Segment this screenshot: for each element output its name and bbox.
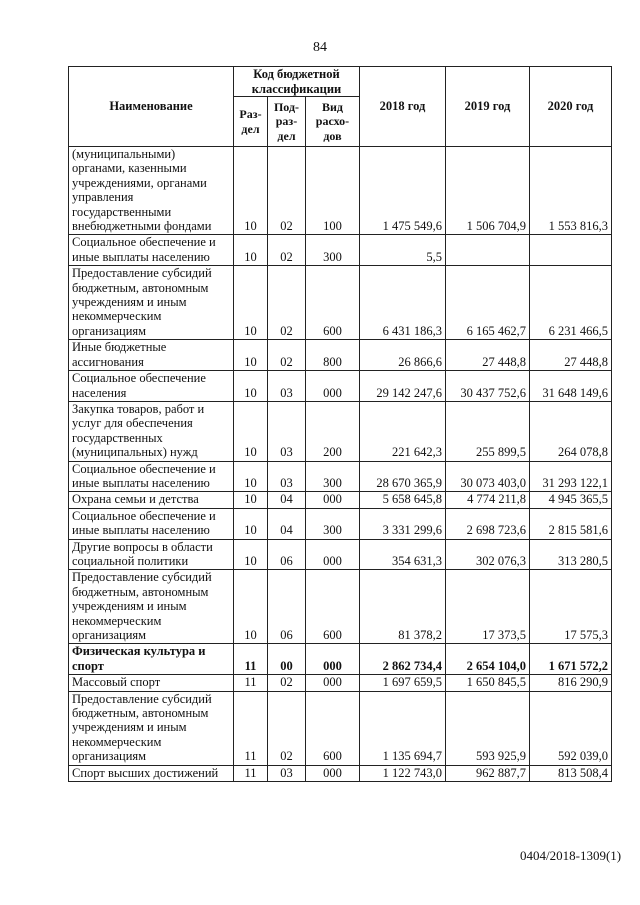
row-2020: 1 671 572,2 xyxy=(530,644,612,675)
row-vid: 600 xyxy=(306,570,360,644)
header-2019: 2019 год xyxy=(446,67,530,147)
row-2018: 1 122 743,0 xyxy=(360,765,446,781)
row-razdel: 10 xyxy=(234,235,268,266)
row-name: Физическая культура и спорт xyxy=(69,644,234,675)
row-razdel: 11 xyxy=(234,691,268,765)
row-vid: 800 xyxy=(306,340,360,371)
row-podrazdel: 04 xyxy=(268,508,306,539)
header-podrazdel: Под-раз-дел xyxy=(268,97,306,147)
table-row xyxy=(69,371,612,402)
row-2020: 31 293 122,1 xyxy=(530,461,612,492)
row-podrazdel: 02 xyxy=(268,340,306,371)
row-vid: 000 xyxy=(306,765,360,781)
row-razdel: 10 xyxy=(234,340,268,371)
row-vid: 000 xyxy=(306,492,360,508)
row-name: Другие вопросы в области социальной политики xyxy=(69,539,234,570)
row-2020: 264 078,8 xyxy=(530,401,612,461)
row-2019: 4 774 211,8 xyxy=(446,492,530,508)
table-header xyxy=(69,67,612,147)
table-row xyxy=(69,570,612,644)
row-2019: 1 506 704,9 xyxy=(446,147,530,235)
row-podrazdel: 00 xyxy=(268,644,306,675)
row-razdel: 10 xyxy=(234,539,268,570)
row-razdel: 10 xyxy=(234,401,268,461)
row-2019: 30 437 752,6 xyxy=(446,371,530,402)
row-2018: 26 866,6 xyxy=(360,340,446,371)
row-2020: 27 448,8 xyxy=(530,340,612,371)
row-2020: 31 648 149,6 xyxy=(530,371,612,402)
row-razdel: 11 xyxy=(234,675,268,691)
row-razdel: 10 xyxy=(234,492,268,508)
table-row xyxy=(69,765,612,781)
row-name: (муниципальными) органами, казенными учреждениями, органами управления государственными внебюджетными фондами xyxy=(69,147,234,235)
row-razdel: 10 xyxy=(234,570,268,644)
header-razdel: Раз-дел xyxy=(234,97,268,147)
table-row xyxy=(69,675,612,691)
row-razdel: 10 xyxy=(234,461,268,492)
row-razdel: 11 xyxy=(234,765,268,781)
row-vid: 000 xyxy=(306,371,360,402)
row-vid: 600 xyxy=(306,266,360,340)
document-code: 0404/2018-1309(1) xyxy=(520,848,622,863)
table-row xyxy=(69,508,612,539)
row-2018: 3 331 299,6 xyxy=(360,508,446,539)
row-podrazdel: 03 xyxy=(268,765,306,781)
table-row xyxy=(69,340,612,371)
row-podrazdel: 03 xyxy=(268,371,306,402)
table-row xyxy=(69,461,612,492)
table-body xyxy=(69,147,612,782)
row-vid: 200 xyxy=(306,401,360,461)
row-name: Охрана семьи и детства xyxy=(69,492,234,508)
row-2018: 1 135 694,7 xyxy=(360,691,446,765)
budget-table xyxy=(68,66,612,782)
row-vid: 300 xyxy=(306,508,360,539)
row-podrazdel: 02 xyxy=(268,266,306,340)
row-2019: 30 073 403,0 xyxy=(446,461,530,492)
row-name: Социальное обеспечение и иные выплаты населению xyxy=(69,461,234,492)
row-2018: 5 658 645,8 xyxy=(360,492,446,508)
row-name: Социальное обеспечение населения xyxy=(69,371,234,402)
row-2018: 81 378,2 xyxy=(360,570,446,644)
row-2020: 17 575,3 xyxy=(530,570,612,644)
row-2019: 6 165 462,7 xyxy=(446,266,530,340)
row-name: Иные бюджетные ассигнования xyxy=(69,340,234,371)
table-row xyxy=(69,644,612,675)
row-2019: 27 448,8 xyxy=(446,340,530,371)
row-name: Массовый спорт xyxy=(69,675,234,691)
row-podrazdel: 06 xyxy=(268,570,306,644)
header-2020: 2020 год xyxy=(530,67,612,147)
row-2020: 313 280,5 xyxy=(530,539,612,570)
row-podrazdel: 02 xyxy=(268,675,306,691)
table-row xyxy=(69,235,612,266)
row-razdel: 10 xyxy=(234,508,268,539)
header-code-group: Код бюджетной классификации xyxy=(234,67,360,97)
row-razdel: 10 xyxy=(234,266,268,340)
row-podrazdel: 04 xyxy=(268,492,306,508)
row-2019: 2 698 723,6 xyxy=(446,508,530,539)
row-2018: 1 697 659,5 xyxy=(360,675,446,691)
row-name: Предоставление субсидий бюджетным, автономным учреждениям и иным некоммерческим организациям xyxy=(69,266,234,340)
row-2018: 28 670 365,9 xyxy=(360,461,446,492)
header-vid: Вид расхо-дов xyxy=(306,97,360,147)
row-name: Социальное обеспечение и иные выплаты населению xyxy=(69,508,234,539)
row-vid: 300 xyxy=(306,461,360,492)
row-name: Спорт высших достижений xyxy=(69,765,234,781)
row-2019: 962 887,7 xyxy=(446,765,530,781)
row-razdel: 10 xyxy=(234,371,268,402)
row-2019 xyxy=(446,235,530,266)
row-2018: 5,5 xyxy=(360,235,446,266)
row-razdel: 11 xyxy=(234,644,268,675)
row-2018: 354 631,3 xyxy=(360,539,446,570)
row-2020: 1 553 816,3 xyxy=(530,147,612,235)
row-2020 xyxy=(530,235,612,266)
row-podrazdel: 02 xyxy=(268,147,306,235)
table-row xyxy=(69,539,612,570)
row-name: Социальное обеспечение и иные выплаты населению xyxy=(69,235,234,266)
page-number: 84 xyxy=(313,40,327,55)
row-2020: 4 945 365,5 xyxy=(530,492,612,508)
row-podrazdel: 02 xyxy=(268,235,306,266)
table-row xyxy=(69,401,612,461)
row-2020: 816 290,9 xyxy=(530,675,612,691)
row-name: Закупка товаров, работ и услуг для обеспечения государственных (муниципальных) нужд xyxy=(69,401,234,461)
row-vid: 100 xyxy=(306,147,360,235)
row-2020: 592 039,0 xyxy=(530,691,612,765)
row-podrazdel: 03 xyxy=(268,401,306,461)
table-row xyxy=(69,147,612,235)
row-2018: 6 431 186,3 xyxy=(360,266,446,340)
row-vid: 300 xyxy=(306,235,360,266)
row-podrazdel: 03 xyxy=(268,461,306,492)
row-2019: 302 076,3 xyxy=(446,539,530,570)
header-name: Наименование xyxy=(69,67,234,147)
row-razdel: 10 xyxy=(234,147,268,235)
row-2020: 813 508,4 xyxy=(530,765,612,781)
row-vid: 000 xyxy=(306,675,360,691)
row-2018: 1 475 549,6 xyxy=(360,147,446,235)
row-podrazdel: 02 xyxy=(268,691,306,765)
table-row xyxy=(69,492,612,508)
row-name: Предоставление субсидий бюджетным, автономным учреждениям и иным некоммерческим организациям xyxy=(69,691,234,765)
row-2019: 17 373,5 xyxy=(446,570,530,644)
row-2019: 593 925,9 xyxy=(446,691,530,765)
row-2019: 2 654 104,0 xyxy=(446,644,530,675)
header-2018: 2018 год xyxy=(360,67,446,147)
row-2018: 2 862 734,4 xyxy=(360,644,446,675)
row-name: Предоставление субсидий бюджетным, автономным учреждениям и иным некоммерческим организациям xyxy=(69,570,234,644)
row-2020: 2 815 581,6 xyxy=(530,508,612,539)
row-2020: 6 231 466,5 xyxy=(530,266,612,340)
row-vid: 000 xyxy=(306,539,360,570)
row-vid: 000 xyxy=(306,644,360,675)
row-2018: 221 642,3 xyxy=(360,401,446,461)
row-2019: 255 899,5 xyxy=(446,401,530,461)
table-row xyxy=(69,266,612,340)
table-row xyxy=(69,691,612,765)
row-2019: 1 650 845,5 xyxy=(446,675,530,691)
row-2018: 29 142 247,6 xyxy=(360,371,446,402)
row-vid: 600 xyxy=(306,691,360,765)
row-podrazdel: 06 xyxy=(268,539,306,570)
